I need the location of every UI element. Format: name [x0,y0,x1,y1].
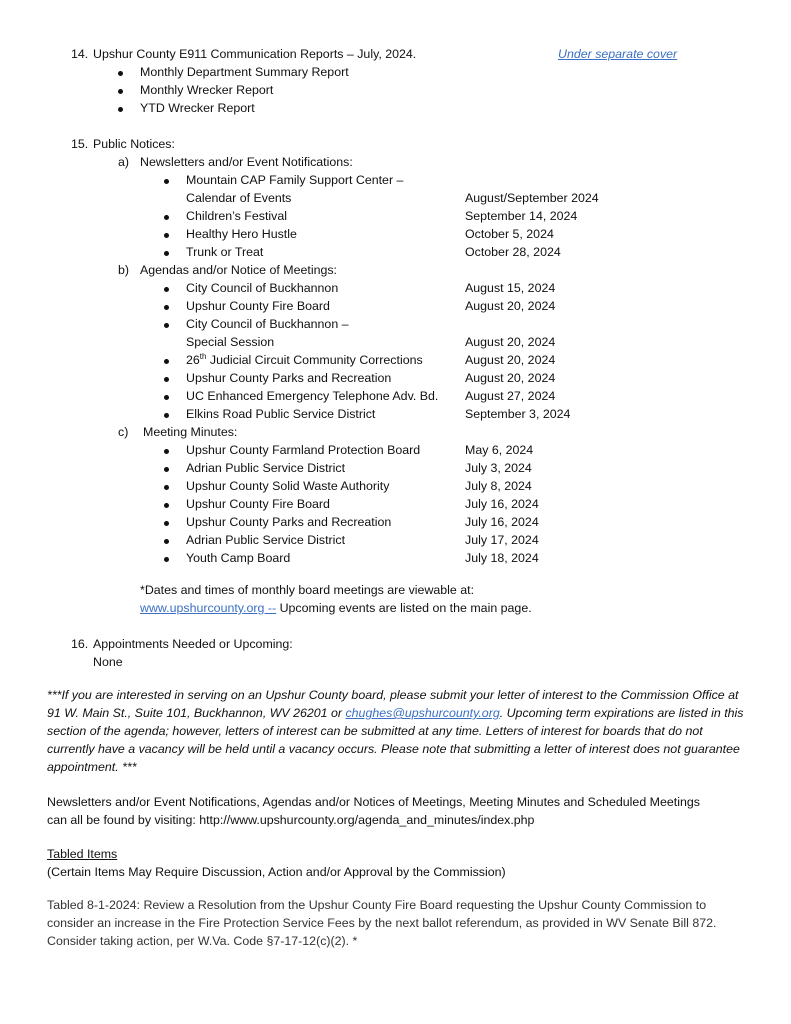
notice-item-name: Children’s Festival [186,209,288,223]
minutes-item-name: Upshur County Solid Waste Authority [186,479,390,493]
item-14-number: 14. [71,47,89,61]
bullet-icon [164,521,169,526]
bullet-icon [164,395,169,400]
sub-c-title: Meeting Minutes: [143,425,238,439]
meetings-note-link-line: www.upshurcounty.org -- Upcoming events are listed on the main page. [140,601,532,615]
bullet-icon [164,539,169,544]
minutes-item-date: July 18, 2024 [465,551,539,565]
bullet-icon [164,449,169,454]
agenda-item-name: Upshur County Parks and Recreation [186,371,392,385]
under-separate-cover-link[interactable]: Under separate cover [558,47,678,61]
item-16-value: None [93,655,123,669]
item-15-title: Public Notices: [93,137,175,151]
notice-item-name-cont: Calendar of Events [186,191,292,205]
notice-item-name: Trunk or Treat [186,245,264,259]
minutes-item-date: July 17, 2024 [465,533,539,547]
email-link[interactable]: chughes@upshurcounty.org [345,706,500,720]
item-16-title: Appointments Needed or Upcoming: [93,637,293,651]
item-14-bullet-3: YTD Wrecker Report [140,101,255,115]
sub-a-title: Newsletters and/or Event Notifications: [140,155,353,169]
bullet-icon [164,467,169,472]
bullet-icon [164,557,169,562]
item-14-bullet-1: Monthly Department Summary Report [140,65,349,79]
bullet-icon [118,107,123,112]
agenda-item-date: September 3, 2024 [465,407,571,421]
meetings-note: *Dates and times of monthly board meetings are viewable at: [140,583,475,597]
notice-item-date: October 5, 2024 [465,227,554,241]
item-16-number: 16. [71,637,89,651]
board-interest-paragraph: ***If you are interested in serving on an Upshur County board, please submit your letter of interest to the Commission Office at 91 W. Main St., Suite 101, Buckhannon, WV 26201 or chughes@upshurcounty.org. Upcoming term expirations are listed in this section of the agenda; however, letters of interest can be submitted at any time. Letters of interest for boards that do not currently have a vacancy will be held until a vacancy occurs. Please note that submitting a letter of interest does not guarantee appointment. *** [47,688,744,774]
minutes-item-name: Youth Camp Board [186,551,291,565]
minutes-item-name: Adrian Public Service District [186,461,346,475]
bullet-icon [164,413,169,418]
minutes-item-date: July 16, 2024 [465,497,539,511]
agenda-item-date: August 20, 2024 [465,371,556,385]
notice-item-date: August/September 2024 [465,191,599,205]
bullet-icon [164,503,169,508]
tabled-items-heading: Tabled Items [47,847,118,861]
agenda-item-name: City Council of Buckhannon – [186,317,349,331]
agenda-item-date: August 20, 2024 [465,353,556,367]
sub-a-letter: a) [118,155,130,169]
agenda-item-name: Upshur County Fire Board [186,299,330,313]
minutes-item-date: July 8, 2024 [465,479,532,493]
agenda-item-name: UC Enhanced Emergency Telephone Adv. Bd. [186,389,439,403]
bullet-icon [118,89,123,94]
tabled-items-subheading: (Certain Items May Require Discussion, Action and/or Approval by the Commission) [47,865,506,879]
agenda-item-date: August 15, 2024 [465,281,556,295]
notice-item-name: Healthy Hero Hustle [186,227,297,241]
item-14-title: Upshur County E911 Communication Reports – July, 2024. [93,47,417,61]
agenda-item-date: August 20, 2024 [465,299,556,313]
item-15-number: 15. [71,137,89,151]
bullet-icon [164,323,169,328]
upshurcounty-link[interactable]: www.upshurcounty.org -- [140,601,277,615]
bullet-icon [164,233,169,238]
sub-c-letter: c) [118,425,129,439]
minutes-item-date: July 16, 2024 [465,515,539,529]
agenda-item-name: City Council of Buckhannon [186,281,339,295]
agenda-item-name: Elkins Road Public Service District [186,407,376,421]
notice-item-date: October 28, 2024 [465,245,561,259]
minutes-item-name: Upshur County Fire Board [186,497,330,511]
bullet-icon [164,359,169,364]
minutes-item-name: Upshur County Farmland Protection Board [186,443,421,457]
tabled-item-text: Tabled 8-1-2024: Review a Resolution from the Upshur County Fire Board requesting the Upshur County Commission to consider an increase in the Fire Protection Service Fees by the next ballot referendum, as provided in WV Senate Bill 872. Consider taking action, per W.Va. Code §7-17-12(c)(2). * [47,898,717,948]
bullet-icon [118,71,123,76]
sub-b-title: Agendas and/or Notice of Meetings: [140,263,337,277]
agenda-item-name-cont: Special Session [186,335,275,349]
bullet-icon [164,305,169,310]
sub-b-letter: b) [118,263,130,277]
minutes-item-date: July 3, 2024 [465,461,532,475]
minutes-item-name: Upshur County Parks and Recreation [186,515,392,529]
bullet-icon [164,215,169,220]
bullet-icon [164,485,169,490]
find-documents-line-1: Newsletters and/or Event Notifications, Agendas and/or Notices of Meetings, Meeting Minutes and Scheduled Meetings [47,795,700,809]
bullet-icon [164,287,169,292]
notice-item-date: September 14, 2024 [465,209,578,223]
agenda-item-date: August 20, 2024 [465,335,556,349]
minutes-item-date: May 6, 2024 [465,443,534,457]
notice-item-name: Mountain CAP Family Support Center – [186,173,404,187]
item-14-bullet-2: Monthly Wrecker Report [140,83,274,97]
minutes-item-name: Adrian Public Service District [186,533,346,547]
bullet-icon [164,179,169,184]
agenda-item-name: 26th Judicial Circuit Community Corrections [186,351,423,367]
find-documents-line-2: can all be found by visiting: http://www.upshurcounty.org/agenda_and_minutes/index.php [47,813,535,827]
bullet-icon [164,377,169,382]
agenda-item-date: August 27, 2024 [465,389,556,403]
bullet-icon [164,251,169,256]
